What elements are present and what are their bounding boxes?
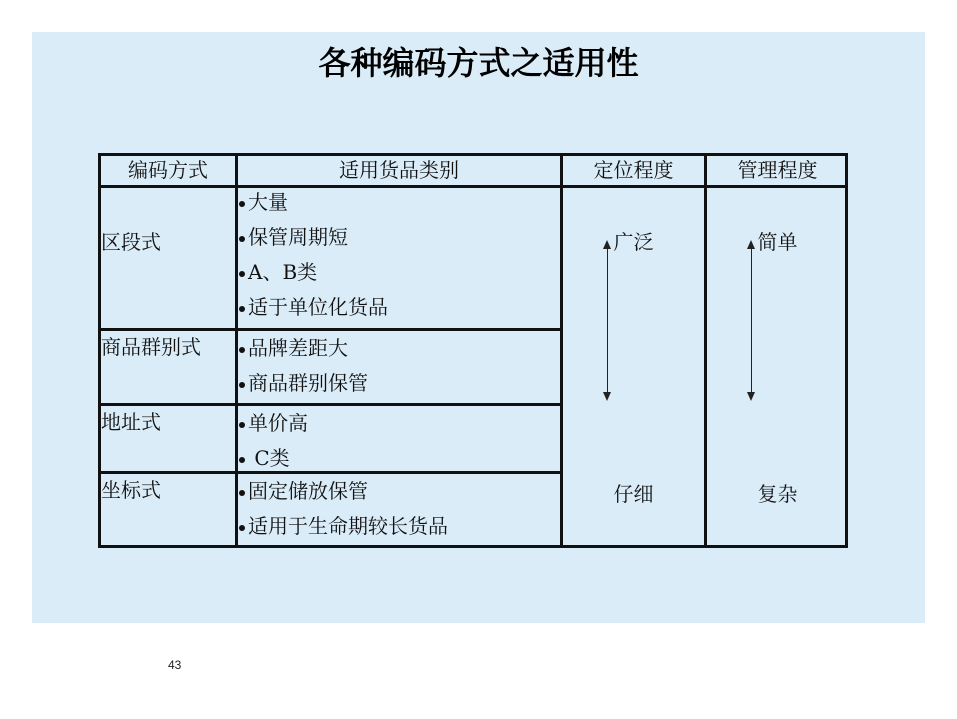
- list-item: 适于单位化货品: [238, 290, 388, 325]
- list-item: 固定储放保管: [238, 474, 448, 509]
- header-coding-method: 编码方式: [128, 158, 208, 182]
- header-goods-category: 适用货品类别: [339, 158, 459, 182]
- list-item: 适用于生命期较长货品: [238, 509, 448, 544]
- category-list: [238, 331, 368, 401]
- list-item: 商品群别保管: [238, 366, 368, 401]
- category-list: [238, 474, 448, 544]
- list-item: 保管周期短: [238, 220, 388, 255]
- list-item: 大量: [238, 185, 388, 220]
- list-item: 单价高: [238, 406, 308, 441]
- method-cell: 区段式: [101, 230, 161, 254]
- double-arrow-icon: [607, 242, 608, 399]
- slide-title: 各种编码方式之适用性: [318, 44, 639, 82]
- positioning-top: 广泛: [613, 230, 654, 254]
- category-list: [238, 185, 388, 325]
- header-management: 管理程度: [737, 158, 818, 182]
- management-top: 简单: [757, 230, 798, 254]
- method-cell: 商品群别式: [101, 335, 201, 359]
- method-cell: 地址式: [101, 410, 161, 434]
- list-item: 品牌差距大: [238, 331, 368, 366]
- double-arrow-icon: [751, 242, 752, 399]
- page-number: 43: [168, 658, 182, 672]
- list-item: A、B类: [238, 255, 388, 290]
- list-item: C类: [238, 441, 308, 476]
- method-cell: 坐标式: [101, 478, 161, 502]
- header-positioning: 定位程度: [593, 158, 674, 182]
- positioning-bottom: 仔细: [613, 482, 654, 506]
- category-list: [238, 406, 308, 476]
- coding-methods-table: [98, 153, 848, 548]
- management-bottom: 复杂: [757, 482, 798, 506]
